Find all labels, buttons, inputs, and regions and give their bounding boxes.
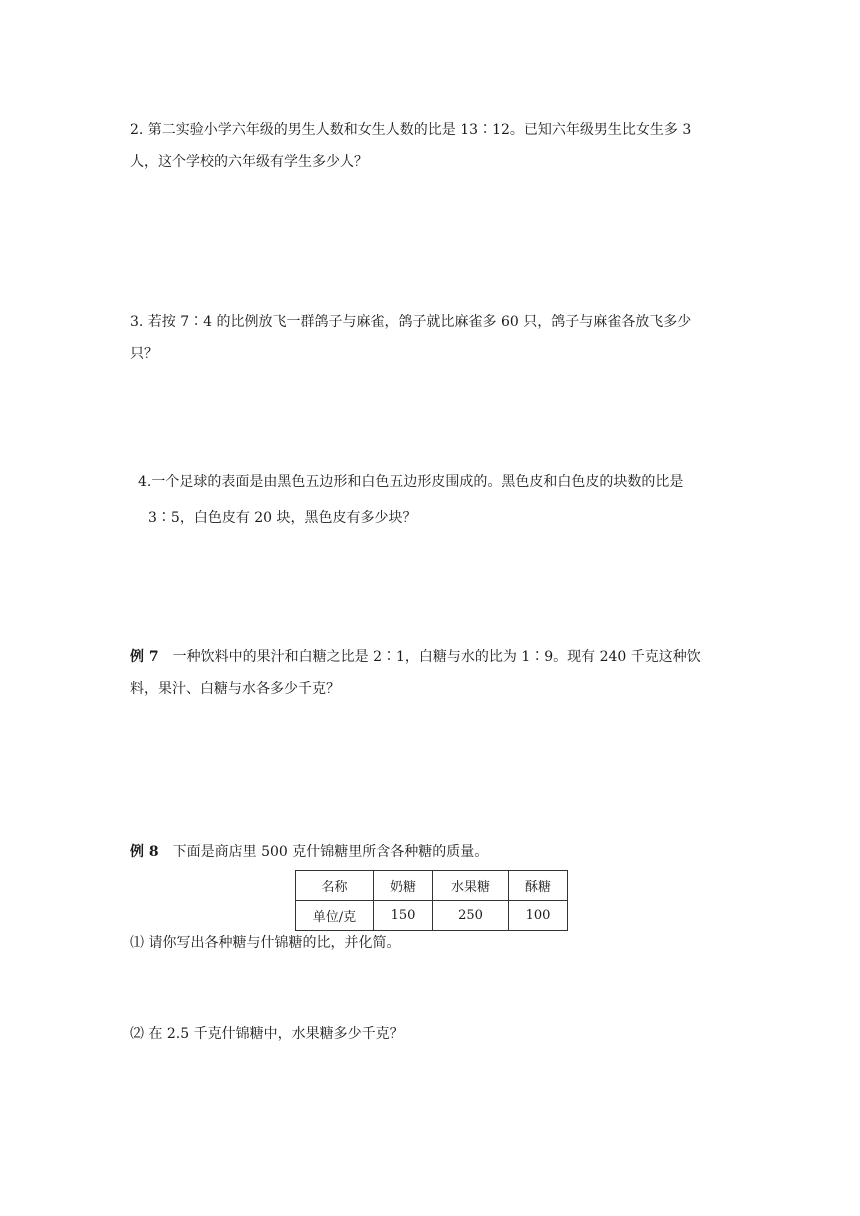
question-4-line-2: 3∶5，白色皮有 20 块，黑色皮有多少块？ (148, 510, 417, 526)
example-7-line-2: 料，果汁、白糖与水各多少千克？ (130, 681, 340, 697)
question-2-line-1: 2. 第二实验小学六年级的男生人数和女生人数的比是 13∶12。已知六年级男生比女生多 3 (130, 122, 692, 138)
example-7 (130, 641, 740, 705)
table-row (296, 901, 568, 931)
question-2-line-2: 人，这个学校的六年级有学生多少人？ (130, 154, 368, 170)
question-3 (130, 306, 740, 370)
table-cell: 单位/克 (296, 901, 374, 931)
candy-weight-table (295, 870, 568, 931)
question-3-line-1: 3. 若按 7∶4 的比例放飞一群鸽子与麻雀，鸽子就比麻雀多 60 只，鸽子与麻雀各放飞多少 (130, 314, 692, 330)
example-8-subquestion-1: ⑴ 请你写出各种糖与什锦糖的比，并化简。 (130, 935, 401, 951)
table-cell: 水果糖 (433, 871, 509, 901)
example-7-line-1 (130, 641, 740, 673)
table-header-row (296, 871, 568, 901)
example-8 (130, 836, 740, 868)
question-4-line-1: 4.一个足球的表面是由黑色五边形和白色五边形皮围成的。黑色皮和白色皮的块数的比是 (138, 474, 684, 490)
table-cell: 150 (374, 901, 433, 931)
example-8-intro: 下面是商店里 500 克什锦糖里所含各种糖的质量。 (172, 844, 489, 860)
table-cell: 250 (433, 901, 509, 931)
example-7-text: 一种饮料中的果汁和白糖之比是 2∶1，白糖与水的比为 1∶9。现有 240 千克这种饮 (172, 649, 701, 665)
table-cell: 酥糖 (509, 871, 568, 901)
example-8-subquestion-2: ⑵ 在 2.5 千克什锦糖中，水果糖多少千克？ (130, 1026, 404, 1042)
question-4 (130, 464, 740, 536)
table-cell: 奶糖 (374, 871, 433, 901)
example-8-intro-line (130, 836, 740, 868)
table-cell: 名称 (296, 871, 374, 901)
question-2 (130, 114, 740, 178)
table-cell: 100 (509, 901, 568, 931)
example-8-label: 例 8 (130, 844, 159, 860)
question-3-line-2: 只？ (130, 346, 158, 362)
example-7-label: 例 7 (130, 649, 159, 665)
